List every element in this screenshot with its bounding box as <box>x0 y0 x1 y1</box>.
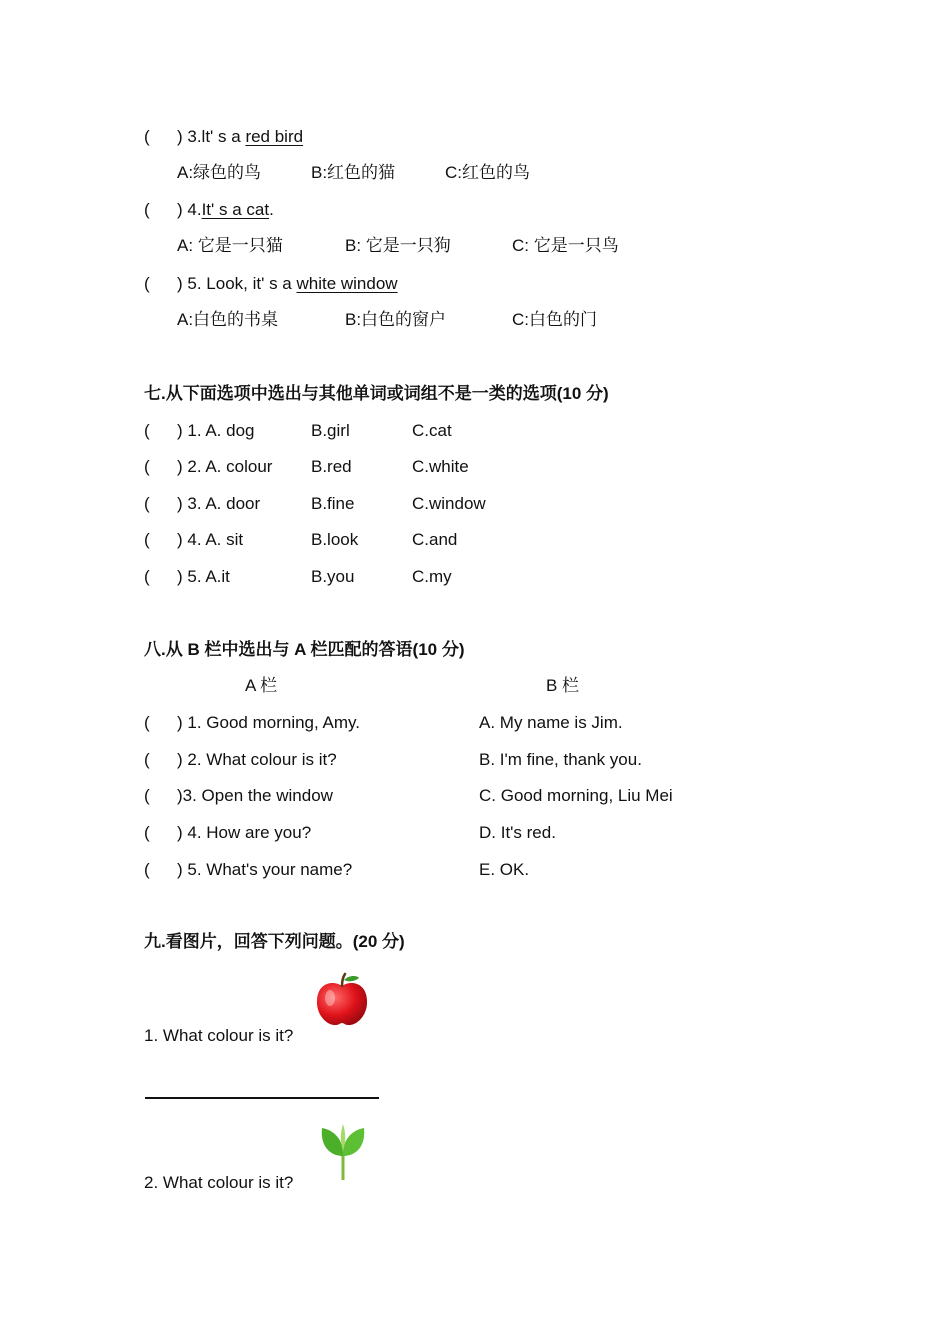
section7-title: 七.从下面选项中选出与其他单词或词组不是一类的选项(10 分) <box>144 384 609 403</box>
question-1: 1. What colour is it? <box>144 1026 294 1045</box>
s8-answer: E. OK. <box>479 860 530 879</box>
apple-icon <box>312 972 372 1028</box>
s7-question: ) 3. A. door <box>177 494 261 513</box>
s7-paren: ( <box>144 421 150 440</box>
s8-paren: ( <box>144 823 150 842</box>
s8-answer: B. I'm fine, thank you. <box>479 750 642 769</box>
s7-option-b: B.look <box>311 530 359 549</box>
s8-answer: A. My name is Jim. <box>479 713 623 732</box>
s7-option-c: C.my <box>412 567 452 586</box>
s7-paren: ( <box>144 567 150 586</box>
s7-question: ) 4. A. sit <box>177 530 244 549</box>
s8-question: ) 2. What colour is it? <box>177 750 337 769</box>
s7-option-b: B.red <box>311 457 352 476</box>
q4-option-c: C: 它是一只鸟 <box>512 236 619 255</box>
s7-option-c: C.cat <box>412 421 452 440</box>
s7-option-c: C.white <box>412 457 469 476</box>
q4-option-a: A: 它是一只猫 <box>177 236 283 255</box>
s7-option-c: C.window <box>412 494 486 513</box>
s7-question: ) 2. A. colour <box>177 457 273 476</box>
q4-question: ) 4.It' s a cat. <box>177 200 274 219</box>
column-a-header: A 栏 <box>245 676 278 695</box>
s7-option-b: B.girl <box>311 421 350 440</box>
s8-question: )3. Open the window <box>177 786 333 805</box>
q3-question: ) 3.lt' s a red bird <box>177 127 304 146</box>
section9-title: 九.看图片，回答下列问题。(20 分) <box>144 932 405 951</box>
q3-option-a: A:绿色的鸟 <box>177 163 262 182</box>
s7-paren: ( <box>144 530 150 549</box>
section8-title: 八.从 B 栏中选出与 A 栏匹配的答语(10 分) <box>144 640 465 659</box>
q3-option-b: B:红色的猫 <box>311 163 396 182</box>
q5-option-b: B:白色的窗户 <box>345 310 447 329</box>
q5-option-c: C:白色的门 <box>512 310 597 329</box>
s7-question: ) 5. A.it <box>177 567 230 586</box>
q5-question: ) 5. Look, it' s a white window <box>177 274 398 293</box>
s8-question: ) 4. How are you? <box>177 823 312 842</box>
s8-paren: ( <box>144 860 150 879</box>
s7-option-b: B.fine <box>311 494 355 513</box>
q3-option-c: C:红色的鸟 <box>445 163 530 182</box>
s8-answer: C. Good morning, Liu Mei <box>479 786 673 805</box>
answer-line <box>145 1097 379 1099</box>
question-2: 2. What colour is it? <box>144 1173 294 1192</box>
s7-paren: ( <box>144 457 150 476</box>
column-b-header: B 栏 <box>546 676 580 695</box>
s7-paren: ( <box>144 494 150 513</box>
s8-paren: ( <box>144 786 150 805</box>
s7-option-b: B.you <box>311 567 355 586</box>
q3-paren: ( <box>144 127 150 146</box>
q4-option-b: B: 它是一只狗 <box>345 236 451 255</box>
s8-answer: D. It's red. <box>479 823 556 842</box>
sprout-icon <box>316 1120 370 1182</box>
q5-paren: ( <box>144 274 150 293</box>
s8-paren: ( <box>144 750 150 769</box>
s7-question: ) 1. A. dog <box>177 421 255 440</box>
s7-option-c: C.and <box>412 530 458 549</box>
q5-option-a: A:白色的书桌 <box>177 310 279 329</box>
s8-paren: ( <box>144 713 150 732</box>
s8-question: ) 5. What's your name? <box>177 860 353 879</box>
q4-paren: ( <box>144 200 150 219</box>
s8-question: ) 1. Good morning, Amy. <box>177 713 360 732</box>
